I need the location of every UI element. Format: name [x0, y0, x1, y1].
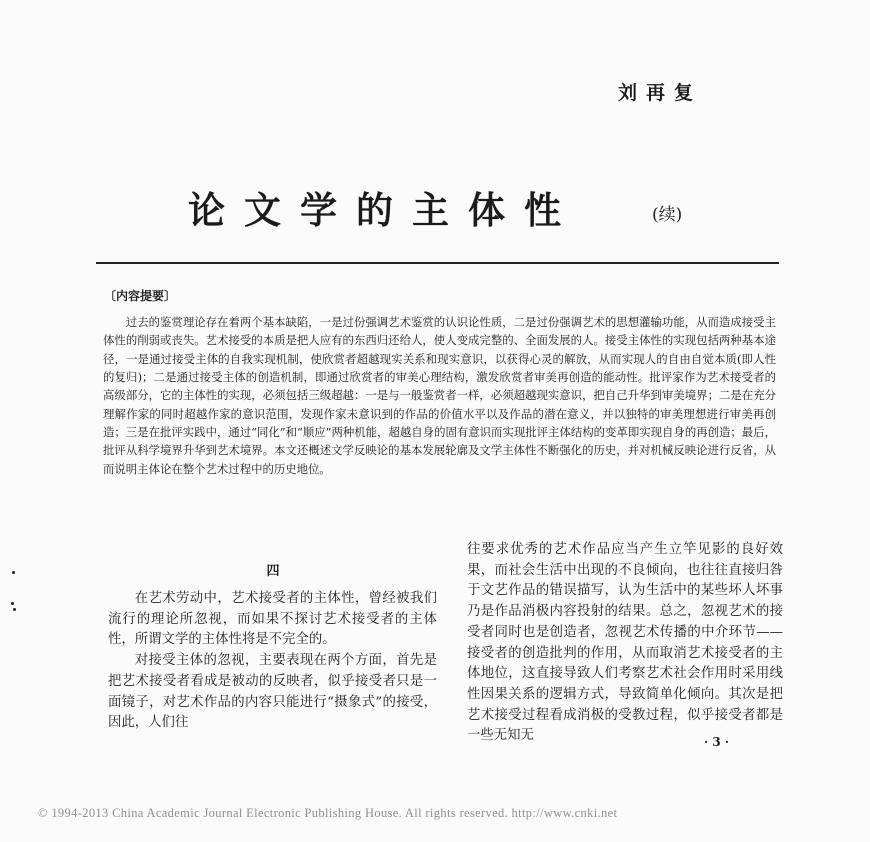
page-number: · 3 ·: [704, 735, 730, 749]
scan-speck: [12, 571, 15, 574]
right-column: [467, 540, 783, 747]
scan-speck: [11, 602, 14, 605]
section-heading: 四: [266, 564, 280, 579]
abstract-paragraph: 过去的鉴赏理论存在着两个基本缺陷，一是过份强调艺术鉴赏的认识论性质，二是过份强调艺术的思想灌输功能，从而造成接受主体性的削弱或丧失。艺术接受的本质是把人应有的东西归还给人，使人变成完整的、全面发展的人。接受主体性的实现包括两种基本途径，一是通过接受主体的自我实现机制，使欣赏者超越现实关系和现实意识，以获得心灵的解放，从而实现人的自由自觉本质(即人性的复归)；二是通过接受主体的创造机制，即通过欣赏者的审美心理结构，激发欣赏者审美再创造的能动性。批评家作为艺术接受者的高级部分，它的主体性的实现，必须包括三级超越：一是与一般鉴赏者一样，必须超越现实意识，把自己升华到审美境界；二是在充分理解作家的同时超越作家的意识范围，发现作家未意识到的作品的价值水平以及作品的潜在意义，并以独特的审美理想进行审美再创造；三是在批评实践中，通过“同化”和“顺应”两种机能，超越自身的固有意识而实现批评主体结构的变革即实现自身的再创造；最后，批评从科学境界升华到艺术境界。本文还概述文学反映论的基本发展轮廓及文学主体性不断强化的历史，并对机械反映论进行反省，从而说明主体论在整个艺术过程中的历史地位。: [103, 315, 776, 476]
left-column: [108, 589, 437, 734]
article-title: 论文学的主体性: [188, 188, 580, 232]
copyright-footer: © 1994-2013 China Academic Journal Electronic Publishing House. All rights reserved. http://www.cnki.net: [38, 806, 618, 820]
body-paragraph-continued: 往要求优秀的艺术作品应当产生立竿见影的良好效果，而社会生活中出现的不良倾向，也往往直接归咎于文艺作品的错误描写，认为生活中的某些坏人坏事乃是作品消极内容投射的结果。总之，忽视艺术的接受者同时也是创造者，忽视艺术传播的中介环节——接受者的创造批判的作用，从而取消艺术接受者的主体地位，这直接导致人们考察艺术社会作用时采用线性因果关系的逻辑方式，导致简单化倾向。其次是把艺术接受过程看成消极的受教过程，似乎接受者都是一些无知无: [467, 542, 783, 744]
title-continued-mark: (续): [652, 205, 683, 225]
abstract-label: 〔内容提要〕: [104, 289, 177, 303]
body-paragraph: 对接受主体的忽视，主要表现在两个方面，首先是把艺术接受者看成是被动的反映者，似乎接受者只是一面镜子，对艺术作品的内容只能进行“摄象式”的接受，因此，人们往: [108, 653, 437, 731]
author-name: 刘再复: [618, 82, 703, 104]
scan-speck: [13, 608, 16, 611]
abstract-text-block: [103, 313, 776, 478]
body-paragraph: 在艺术劳动中，艺术接受者的主体性，曾经被我们流行的理论所忽视，而如果不探讨艺术接受者的主体性，所谓文学的主体性将是不完全的。: [108, 591, 437, 648]
header-divider: [96, 262, 779, 264]
